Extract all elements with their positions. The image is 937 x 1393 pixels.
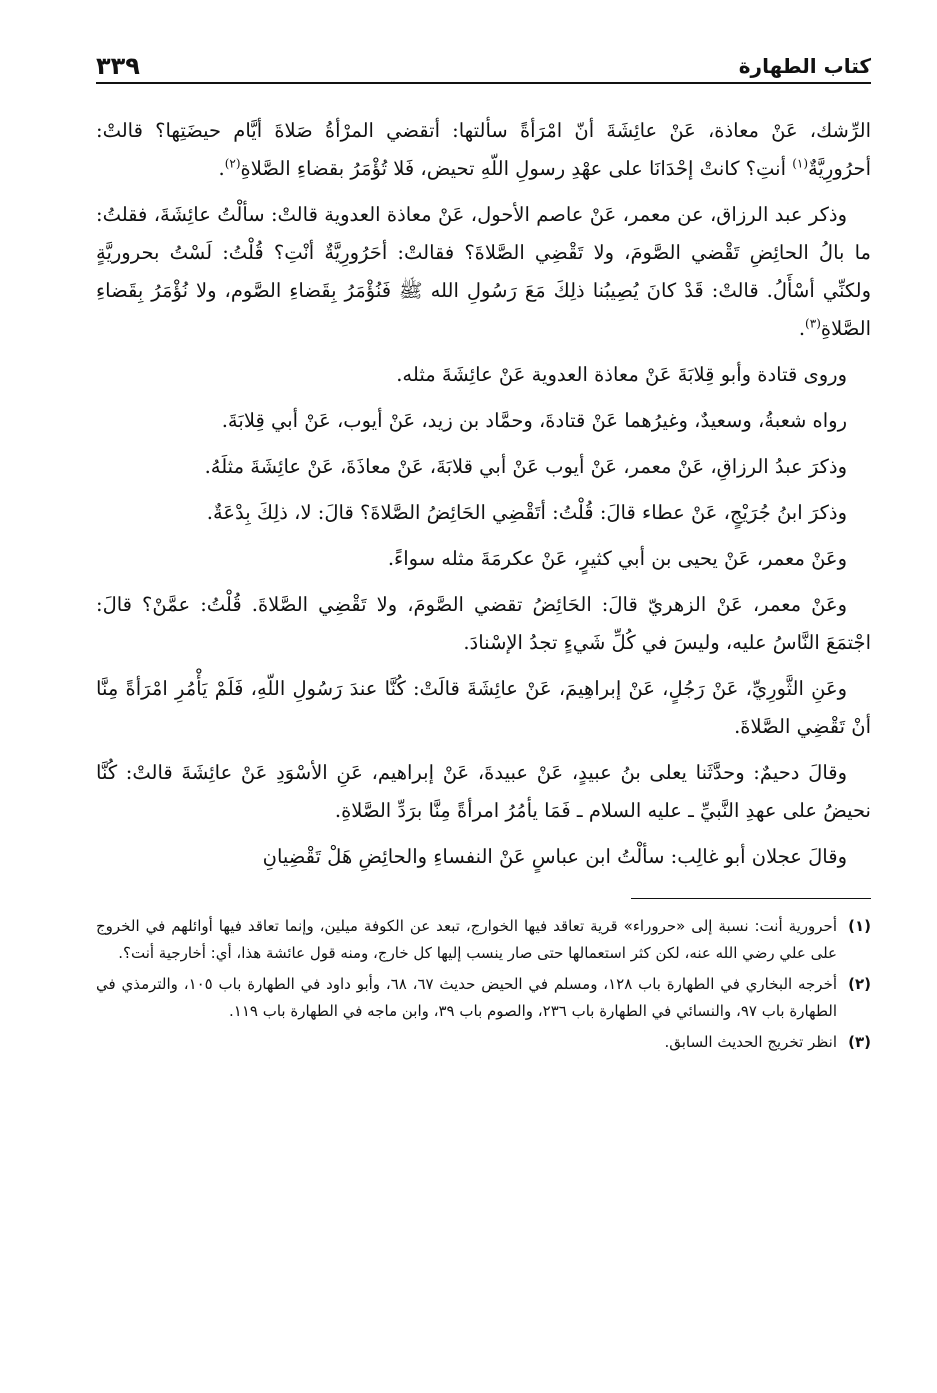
- paragraph-text: الرِّشك، عَنْ معاذة، عَنْ عائِشَةَ أنّ امْرَأةً سألتها: أتقضي المرْأةُ صَلاةَ أيَّام حيضَتِها؟ قالتْ: أحرُورِيَّةٌ: [96, 119, 871, 180]
- paragraph-5: وذكرَ عبدُ الرزاقِ، عَنْ معمر، عَنْ أيوب عَنْ أبي قلابَةَ، عَنْ معاذَةَ، عَنْ عائِشَةَ مثلَهُ.: [204, 455, 847, 478]
- footnote-text: أخرجه البخاري في الطهارة باب ١٢٨، ومسلم في الحيض حديث ٦٧، ٦٨، وأبو داود في الطهارة باب ١٠٥، والترمذي في الطهارة باب ٩٧، والنسائي في الطهارة باب ٢٣٦، والصوم باب ٣٩، وابن ماجه في الطهارة باب ١١٩.: [96, 975, 838, 1020]
- running-title: كتاب الطهارة: [729, 56, 871, 82]
- paragraph-6: وذكرَ ابنُ جُرَيْجٍ، عَنْ عطاء قالَ: قُلْتُ: أتَقْضِي الحَائِضُ الصَّلاةَ؟ قالَ: لا، ذلِكَ بِدْعَةٌ.: [206, 501, 847, 524]
- footnote-2: [96, 971, 871, 1025]
- paragraph-text: وذكر عبد الرزاق، عن معمر، عَنْ عاصم الأحول، عَنْ معاذة العدوية قالتْ: سألْتُ عائِشَةَ، فقلتُ: ما بالُ الحائِضِ تَقْضي الصَّومَ، ولا تَقْضِي الصَّلاةَ؟ فقالتْ: أحَرُورِيَّةٌ أنْتِ؟ قُلْتُ: لَسْتُ بحروريَّةٍ ولكنِّي أسْأَلُ. قالتْ: قَدْ كانَ يُصِيبُنا ذلِكَ مَعَ رَسُولِ الله ﷺ فَنُؤْمَرُ بِقَضاءِ الصَّوم، ولا نُؤْمَرُ بِقَضاءِ الصَّلاةِ: [96, 203, 871, 340]
- paragraph-7: وعَنْ معمر، عَنْ يحيى بن أبي كثيرٍ، عَنْ عكرمَةَ مثله سواءً.: [387, 547, 847, 570]
- paragraph-text: أنتِ؟ كانتْ إحْدَانَا على عهْدِ رسولِ اللّهِ تحيض، فَلا تُؤْمَرُ بقضاءِ الصَّلاةِ: [240, 157, 793, 180]
- paragraph-2: [96, 196, 871, 348]
- paragraph-9: وعَنِ الثَّورِيِّ، عَنْ رَجُلٍ، عَنْ إبراهِيمَ، عَنْ عائِشَةَ قالَتْ: كُنَّا عندَ رَسُولِ اللّهِ، فَلَمْ يَأْمُرِ امْرَأةً مِنَّا أنْ تَقْضِي الصَّلاةَ.: [96, 677, 871, 738]
- footnote-separator: [631, 898, 871, 899]
- paragraph-8: وعَنْ معمر، عَنْ الزهريّ قالَ: الحَائِضُ تقضي الصَّومَ، ولا تَقْضِي الصَّلاةَ. قُلْتُ: عمَّنْ؟ قالَ: اجْتمَعَ النَّاسُ عليه، وليسَ في كُلِّ شَيءٍ تجدُ الإسْنادَ.: [96, 593, 871, 654]
- page-number: ٣٣٩: [96, 54, 150, 82]
- paragraph-4: رواه شعبةُ، وسعيدٌ، وغيرُهما عَنْ قتادةَ، وحمَّاد بن زيد، عَنْ أيوب، عَنْ أبي قِلابَةَ.: [221, 409, 847, 432]
- footnote-number: (٢): [848, 975, 871, 993]
- paragraph-text: .: [218, 157, 225, 180]
- footnote-number: (٣): [848, 1033, 871, 1051]
- paragraph-1: [96, 112, 871, 188]
- footnote-marker: (٢): [224, 156, 241, 171]
- page-header: [96, 40, 871, 84]
- footnote-text: انظر تخريج الحديث السابق.: [664, 1033, 837, 1051]
- paragraph-3: وروى قتادة وأبو قِلابَةَ عَنْ معاذة العدوية عَنْ عائِشَةَ مثله.: [396, 363, 847, 386]
- footnote-number: (١): [848, 917, 871, 935]
- footnote-1: [96, 913, 871, 967]
- paragraph-10: وقالَ دحيمٌ: وحدَّثَنا يعلى بنُ عبيدٍ، عَنْ عبيدةَ، عَنْ إبراهيم، عَنِ الأسْوَدِ عَنْ عائِشَةَ قالتْ: كُنَّا نحيضُ على عهدِ النَّبيِّ ـ عليه السلام ـ فَمَا يأمُرُ امرأةً مِنَّا برَدِّ الصَّلاةِ.: [96, 761, 871, 822]
- footnotes: [96, 913, 871, 1056]
- footnote-3: [96, 1029, 871, 1056]
- main-text: [96, 112, 871, 876]
- footnote-marker: (٣): [805, 316, 821, 331]
- book-page: [96, 40, 871, 1060]
- footnote-text: أحرورية أنت: نسبة إلى «حروراء» قرية تعاقد فيها الخوارج، تبعد عن الكوفة ميلين، وإنما تعاقد فيها أوائلهم في الخروج على علي رضي الله عنه، لكن كثر استعمالها حتى صار ينسب إليها كل خارج، ومنه قول عائشة هذا، أي: أخارجية أنت؟.: [96, 917, 837, 962]
- paragraph-text: .: [798, 317, 806, 340]
- paragraph-11: وقالَ عجلان أبو غالِب: سألْتُ ابن عباسٍ عَنْ النفساءِ والحائِضِ هَلْ تَقْضِيانِ: [262, 845, 847, 868]
- footnote-marker: (١): [792, 156, 809, 171]
